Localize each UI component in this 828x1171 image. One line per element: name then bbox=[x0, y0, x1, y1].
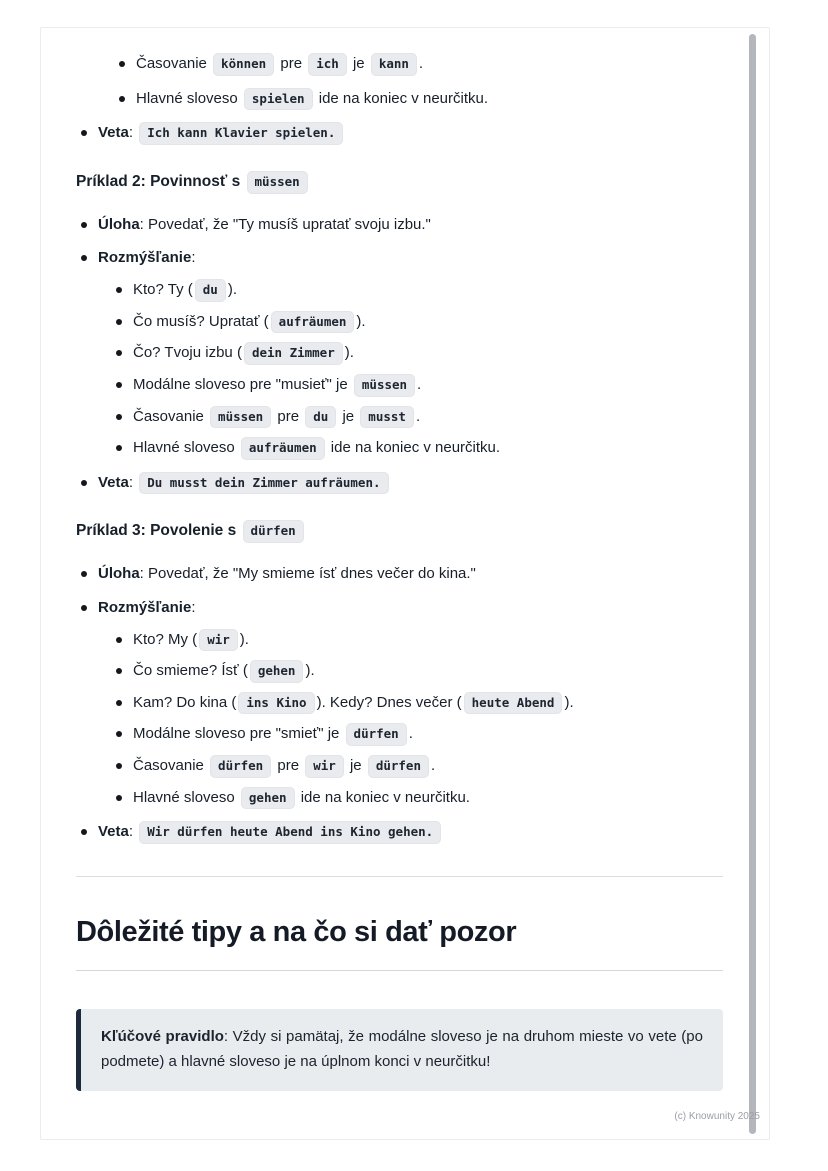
list-item bbox=[111, 311, 723, 334]
nested-list bbox=[111, 629, 723, 810]
text-run: ). bbox=[356, 312, 366, 330]
list-item-text bbox=[133, 376, 421, 393]
code-badge: dürfen bbox=[243, 520, 304, 543]
text-run: ). bbox=[344, 344, 354, 362]
list-item bbox=[76, 821, 723, 844]
code-badge: musst bbox=[360, 406, 414, 429]
code-badge: wir bbox=[305, 755, 344, 778]
nested-list bbox=[111, 279, 723, 460]
list-item-text bbox=[98, 474, 391, 491]
list-item-text bbox=[98, 249, 195, 266]
code-badge: aufräumen bbox=[271, 311, 355, 334]
code-badge: spielen bbox=[244, 88, 313, 111]
bold-text: Veta bbox=[98, 823, 129, 841]
list-item bbox=[111, 755, 723, 778]
text-run: : bbox=[128, 124, 138, 142]
text-run: je bbox=[338, 407, 359, 425]
list-item bbox=[114, 53, 723, 76]
text-run: : bbox=[128, 473, 138, 491]
code-badge: dürfen bbox=[346, 723, 407, 746]
text-run: Čo? Tvoju izbu ( bbox=[133, 344, 242, 362]
text-run: Hlavné sloveso bbox=[133, 439, 239, 457]
list-item bbox=[111, 437, 723, 460]
list-item bbox=[76, 247, 723, 460]
code-badge: wir bbox=[199, 629, 238, 652]
list-item bbox=[111, 692, 723, 715]
bold-text: Príklad 2: Povinnosť s bbox=[76, 172, 245, 190]
text-run: . bbox=[417, 375, 422, 393]
list-item-text bbox=[133, 789, 470, 806]
text-run: pre bbox=[273, 757, 304, 774]
text-run: Kto? Ty ( bbox=[133, 281, 193, 298]
bold-text: Príklad 3: Povolenie s bbox=[76, 522, 241, 540]
text-run: ). Kedy? Dnes večer ( bbox=[316, 693, 462, 711]
list-item bbox=[111, 787, 723, 810]
text-run: ide na koniec v neurčitku. bbox=[296, 788, 470, 806]
text-run: Časovanie bbox=[136, 55, 212, 72]
text-run: : bbox=[191, 249, 196, 267]
text-run: Čo smieme? Ísť ( bbox=[133, 662, 248, 680]
text-run: pre bbox=[276, 55, 307, 72]
code-badge: dürfen bbox=[210, 755, 271, 778]
code-badge: ich bbox=[308, 53, 347, 76]
bold-text: Úloha bbox=[98, 215, 140, 233]
list-item-text bbox=[98, 565, 476, 582]
list-item-text bbox=[136, 55, 423, 72]
list-item bbox=[76, 597, 723, 810]
code-badge: dein Zimmer bbox=[244, 342, 343, 365]
code-badge: du bbox=[195, 279, 226, 302]
code-badge: müssen bbox=[247, 171, 308, 194]
code-badge: Wir dürfen heute Abend ins Kino gehen. bbox=[139, 821, 441, 844]
text-run: ide na koniec v neurčitku. bbox=[326, 439, 501, 457]
code-badge: du bbox=[305, 406, 336, 429]
list-item-text bbox=[133, 344, 354, 361]
example-heading bbox=[76, 171, 723, 194]
list-item bbox=[111, 279, 723, 302]
list-item bbox=[76, 472, 723, 495]
bullet-list bbox=[76, 214, 723, 495]
text-run: : Povedať, že "My smieme ísť dnes večer do kina." bbox=[139, 565, 476, 582]
text-run: . bbox=[430, 757, 436, 774]
watermark: (c) Knowunity 2025 bbox=[674, 1111, 760, 1122]
list-item-text bbox=[133, 281, 237, 298]
bullet-list bbox=[76, 122, 723, 145]
text-run: . bbox=[415, 407, 421, 425]
list-item bbox=[76, 563, 723, 585]
code-badge: gehen bbox=[250, 660, 304, 683]
code-badge: dürfen bbox=[368, 755, 429, 778]
scrollbar[interactable] bbox=[749, 34, 756, 1134]
code-badge: aufräumen bbox=[241, 437, 325, 460]
list-item-text bbox=[98, 216, 431, 233]
list-item-text bbox=[136, 90, 488, 107]
code-badge: können bbox=[213, 53, 274, 76]
bold-text: Úloha bbox=[98, 565, 140, 582]
bullet-list bbox=[114, 53, 723, 110]
code-badge: ins Kino bbox=[238, 692, 314, 715]
text-run: . bbox=[418, 55, 424, 72]
list-item bbox=[111, 406, 723, 429]
text-run: Kam? Do kina ( bbox=[133, 693, 237, 711]
list-item-text bbox=[98, 599, 195, 616]
document-body bbox=[41, 28, 769, 1091]
text-run: . bbox=[408, 725, 413, 743]
text-run: Hlavné sloveso bbox=[133, 788, 239, 806]
text-run: pre bbox=[273, 407, 304, 425]
list-item-text bbox=[133, 757, 435, 774]
list-item-text bbox=[133, 408, 420, 425]
text-run: Hlavné sloveso bbox=[136, 89, 242, 107]
text-run: je bbox=[348, 55, 369, 72]
code-badge: kann bbox=[371, 53, 417, 76]
code-badge: müssen bbox=[354, 374, 415, 397]
code-badge: gehen bbox=[241, 787, 295, 810]
example-heading bbox=[76, 520, 723, 543]
list-item-text bbox=[98, 823, 443, 840]
bold-text: Kľúčové pravidlo bbox=[101, 1027, 224, 1045]
text-run: : bbox=[128, 823, 138, 841]
text-run: Časovanie bbox=[133, 407, 209, 425]
text-run: ). bbox=[305, 662, 315, 680]
text-run: ). bbox=[227, 281, 237, 298]
list-item-text bbox=[133, 662, 315, 679]
text-run: ). bbox=[564, 693, 574, 711]
text-run: : Povedať, že "Ty musíš upratať svoju izbu." bbox=[139, 215, 431, 233]
list-item-text bbox=[133, 725, 413, 742]
list-item-text bbox=[133, 313, 366, 330]
divider bbox=[76, 876, 723, 877]
code-badge: Du musst dein Zimmer aufräumen. bbox=[139, 472, 388, 495]
code-badge: heute Abend bbox=[464, 692, 563, 715]
bold-text: Rozmýšľanie bbox=[98, 598, 192, 616]
list-item bbox=[76, 214, 723, 236]
text-run: je bbox=[345, 757, 366, 774]
list-item bbox=[76, 122, 723, 145]
document-card bbox=[40, 27, 770, 1140]
text-run: ide na koniec v neurčitku. bbox=[314, 89, 489, 107]
code-badge: müssen bbox=[210, 406, 271, 429]
list-item bbox=[111, 629, 723, 652]
bullet-list bbox=[76, 563, 723, 844]
text-run: Časovanie bbox=[133, 757, 209, 774]
section-title: Dôležité tipy a na čo si dať pozor bbox=[76, 911, 723, 971]
list-item bbox=[111, 374, 723, 397]
list-item bbox=[111, 723, 723, 746]
text-run: ). bbox=[239, 630, 249, 648]
list-item-text bbox=[133, 694, 574, 711]
bold-text: Veta bbox=[98, 124, 129, 142]
callout bbox=[76, 1009, 723, 1091]
list-item-text bbox=[133, 631, 249, 648]
text-run: Modálne sloveso pre "smieť" je bbox=[133, 725, 344, 743]
text-run: Čo musíš? Upratať ( bbox=[133, 312, 269, 330]
text-run: Kto? My ( bbox=[133, 630, 198, 648]
list-item-text bbox=[133, 439, 500, 456]
text-run: : Vždy si pamätaj, že modálne sloveso je na druhom mieste vo vete (po podmete) a hlavné sloveso je na úplnom konci v neurčitku! bbox=[101, 1027, 703, 1071]
code-badge: Ich kann Klavier spielen. bbox=[139, 122, 343, 145]
list-item-text bbox=[98, 124, 345, 141]
text-run: Modálne sloveso pre "musieť" je bbox=[133, 375, 352, 393]
list-item bbox=[111, 660, 723, 683]
list-item bbox=[114, 88, 723, 111]
text-run: : bbox=[191, 598, 196, 616]
list-item bbox=[111, 342, 723, 365]
bold-text: Rozmýšľanie bbox=[98, 249, 192, 267]
bold-text: Veta bbox=[98, 473, 129, 491]
